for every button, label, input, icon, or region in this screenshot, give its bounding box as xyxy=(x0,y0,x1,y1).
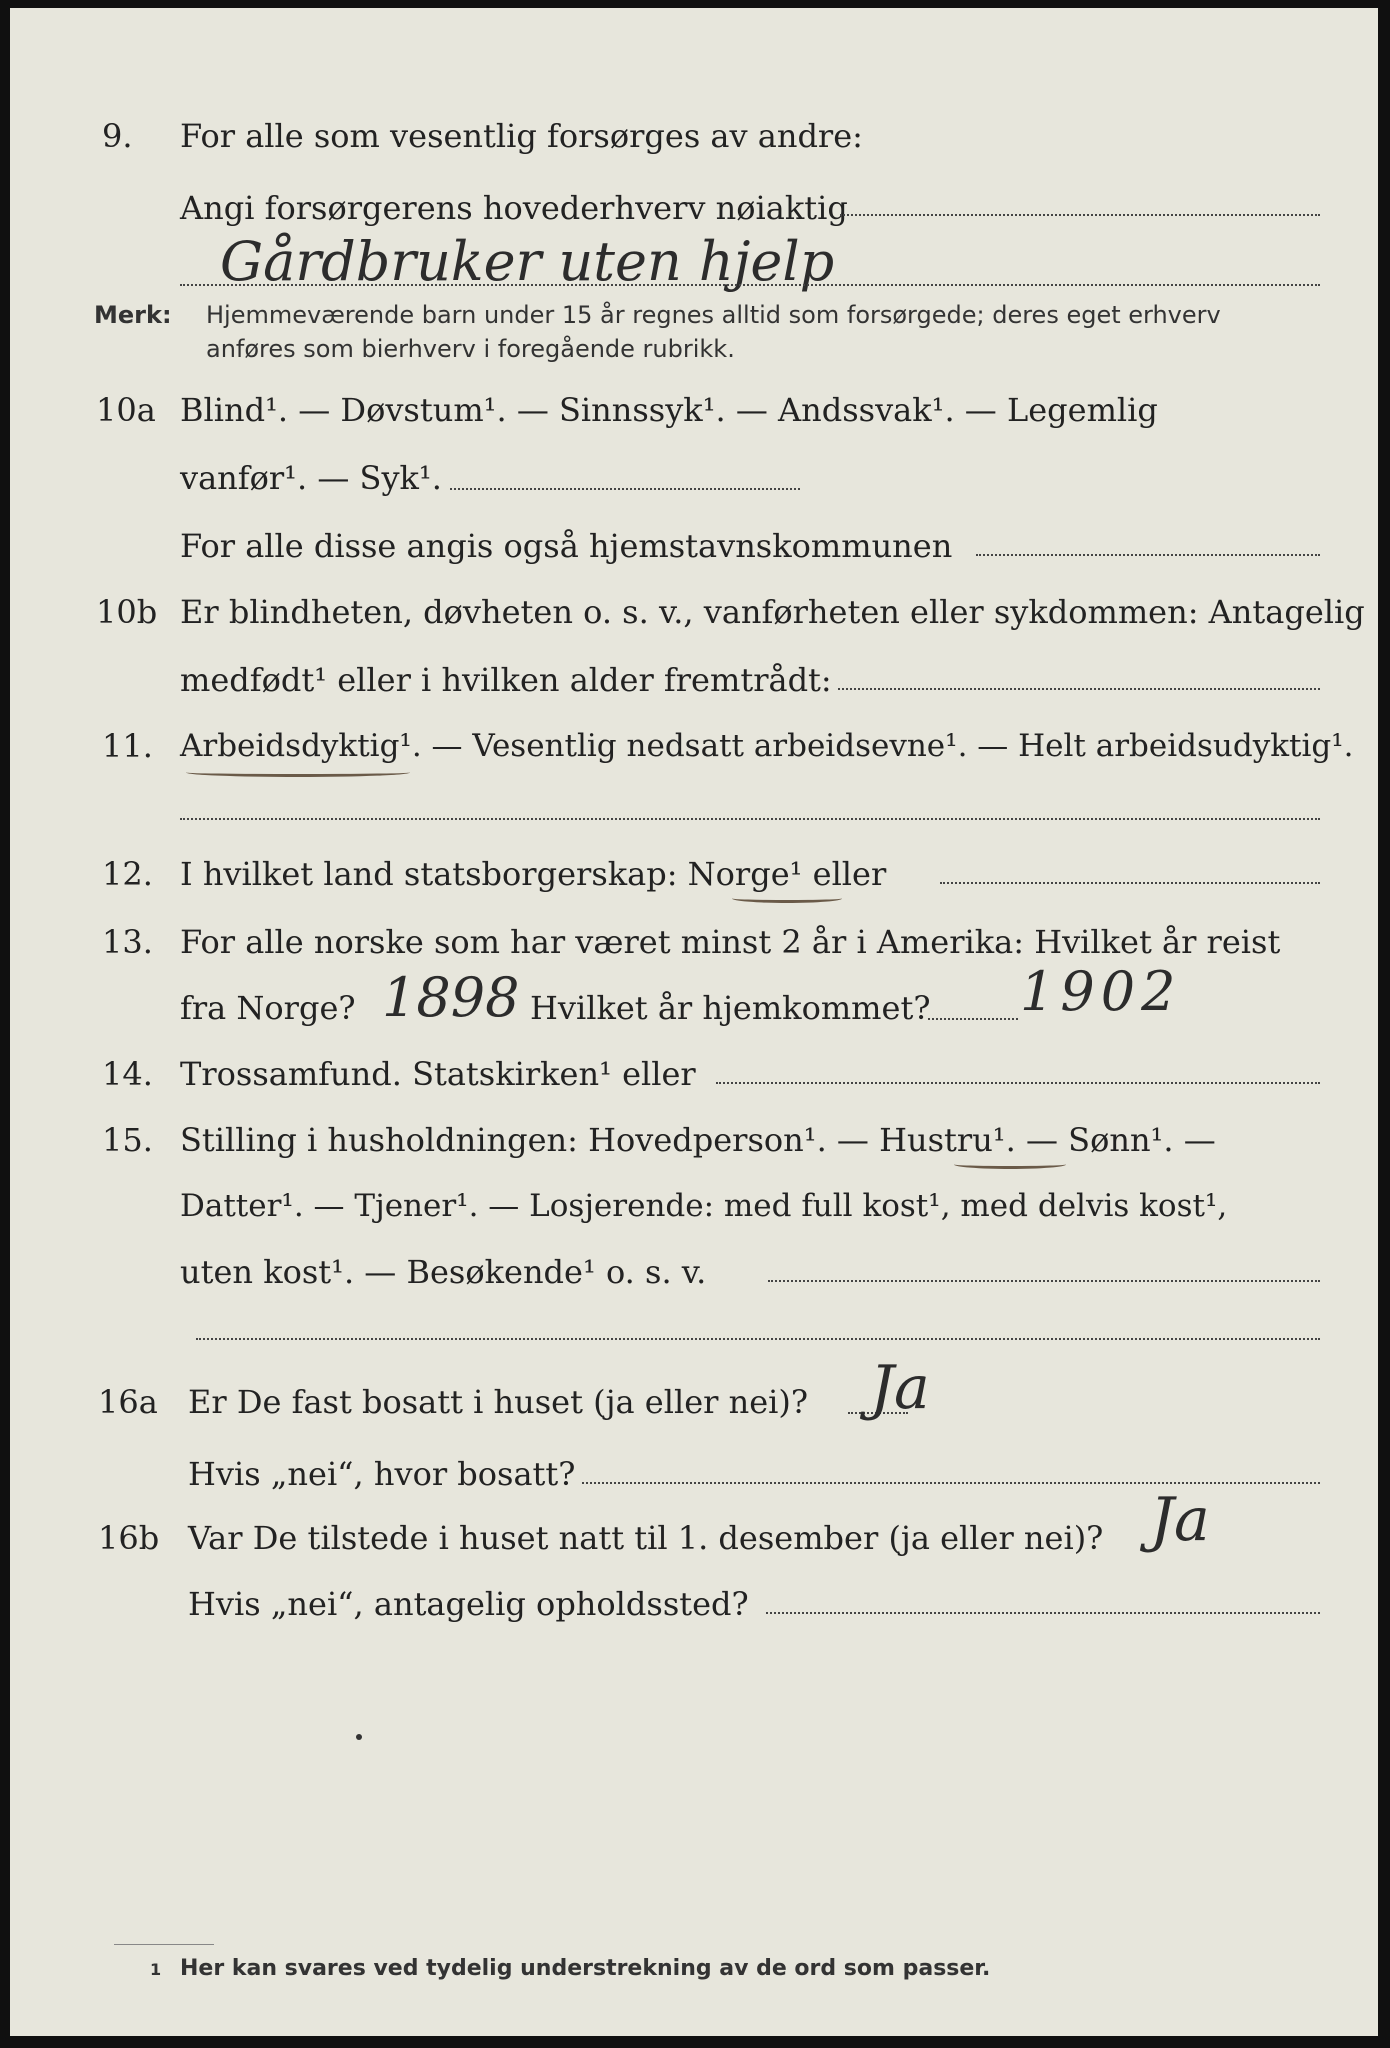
ink-speck xyxy=(356,1734,362,1740)
answer-line xyxy=(180,284,1320,286)
question-text: Hvilket år hjemkommet? xyxy=(530,989,931,1027)
question-text: medfødt¹ eller i hvilken alder fremtrådt: xyxy=(180,661,832,699)
handwritten-answer-occupation: Gårdbruker uten hjelp xyxy=(220,230,835,293)
footnote-mark: 1 xyxy=(150,1960,162,1979)
answer-line xyxy=(838,688,1320,690)
answer-line xyxy=(840,214,1320,216)
note-text: Hjemmeværende barn under 15 år regnes alltid som forsørgede; deres eget erhverv xyxy=(206,301,1221,329)
question-text: vanfør¹. — Syk¹. xyxy=(180,459,442,497)
question-number: 10b xyxy=(96,593,158,631)
question-number: 15. xyxy=(102,1121,153,1159)
handwritten-underline xyxy=(732,894,842,903)
question-text: fra Norge? xyxy=(180,989,356,1027)
question-text: Var De tilstede i huset natt til 1. desember (ja eller nei)? xyxy=(188,1519,1104,1557)
census-form-page xyxy=(10,8,1378,2036)
question-text: Stilling i husholdningen: Hovedperson¹. — Hustru¹. — Sønn¹. — xyxy=(180,1121,1216,1159)
footnote-text: Her kan svares ved tydelig understrekning av de ord som passer. xyxy=(180,1956,991,1981)
question-text: Datter¹. — Tjener¹. — Losjerende: med full kost¹, med delvis kost¹, xyxy=(180,1188,1228,1224)
footnote-rule xyxy=(114,1944,214,1945)
answer-line xyxy=(928,1018,1018,1020)
question-number: 10a xyxy=(96,391,156,429)
question-text: Trossamfund. Statskirken¹ eller xyxy=(180,1055,696,1093)
answer-line xyxy=(582,1482,1320,1484)
answer-line xyxy=(768,1280,1320,1282)
question-text: Angi forsørgerens hovederhverv nøiaktig xyxy=(180,189,848,227)
question-number: 12. xyxy=(102,855,153,893)
question-text: Hvis „nei“, hvor bosatt? xyxy=(188,1455,576,1493)
question-text: For alle norske som har været minst 2 år i Amerika: Hvilket år reist xyxy=(180,923,1281,961)
answer-line xyxy=(716,1082,1320,1084)
answer-line xyxy=(766,1612,1320,1614)
handwritten-underline xyxy=(186,768,410,777)
handwritten-underline xyxy=(954,1160,1066,1169)
question-text: For alle som vesentlig forsørges av andre: xyxy=(180,117,863,155)
question-number: 16b xyxy=(98,1519,160,1557)
handwritten-year-left: 1898 xyxy=(382,966,520,1029)
answer-line xyxy=(450,488,800,490)
question-number: 11. xyxy=(102,727,153,765)
note-label: Merk: xyxy=(94,301,172,329)
answer-line xyxy=(940,882,1320,884)
question-number: 14. xyxy=(102,1055,153,1093)
question-text: Hvis „nei“, antagelig opholdssted? xyxy=(188,1585,749,1623)
question-text: For alle disse angis også hjemstavnskommunen xyxy=(180,527,953,565)
question-text: I hvilket land statsborgerskap: Norge¹ eller xyxy=(180,855,887,893)
handwritten-answer-yes: Ja xyxy=(1150,1485,1210,1555)
question-text: Blind¹. — Døvstum¹. — Sinnssyk¹. — Andssvak¹. — Legemlig xyxy=(180,391,1158,429)
handwritten-year-returned: 1902 xyxy=(1020,960,1182,1023)
question-text: Er De fast bosatt i huset (ja eller nei)? xyxy=(188,1383,809,1421)
question-number: 13. xyxy=(102,923,153,961)
question-text: Arbeidsdyktig¹. — Vesentlig nedsatt arbeidsevne¹. — Helt arbeidsudyktig¹. xyxy=(180,728,1354,764)
handwritten-answer-yes: Ja xyxy=(870,1353,930,1423)
answer-line xyxy=(976,554,1320,556)
question-number: 16a xyxy=(98,1383,158,1421)
question-number: 9. xyxy=(102,117,133,155)
question-text: Er blindheten, døvheten o. s. v., vanførheten eller sykdommen: Antagelig xyxy=(180,593,1365,631)
note-text: anføres som bierhverv i foregående rubrikk. xyxy=(206,335,735,363)
answer-line xyxy=(196,1338,1320,1340)
question-text: uten kost¹. — Besøkende¹ o. s. v. xyxy=(180,1253,707,1291)
answer-line xyxy=(180,818,1320,820)
